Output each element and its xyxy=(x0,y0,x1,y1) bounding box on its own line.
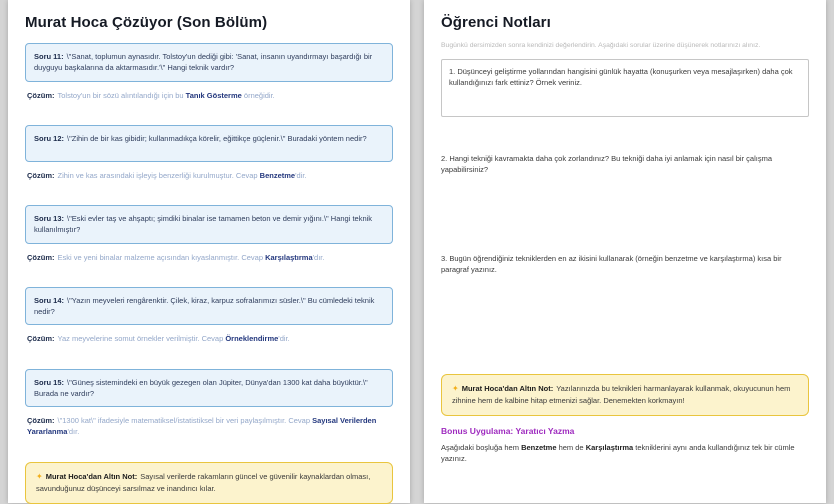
solution-answer: Benzetme xyxy=(259,170,296,180)
right-page-title: Öğrenci Notları xyxy=(441,14,551,31)
student-question-3: 3. Bugün öğrendiğiniz tekniklerden en az ikisini kullanarak (örneğin benzetme ve karşılaştırma) kısa bir paragraf yazınız. xyxy=(441,254,782,275)
solution-text-post: örneğidir. xyxy=(241,90,275,100)
solution-text-post: 'dir. xyxy=(278,334,290,344)
note-text: Sayısal verilerde rakamların güncel ve güvenilir kaynaklardan olması, savunduğunuz düşünceyi sarsılmaz ve inandırıcı kılar. xyxy=(36,471,371,493)
solution-line-15 xyxy=(25,415,393,438)
solution-label: Çözüm: xyxy=(27,416,55,425)
solution-line-11 xyxy=(25,90,393,101)
question-box-15 xyxy=(25,369,393,408)
page-subtitle: Bugünkü dersimizden sonra kendinizi değerlendirin. Aşağıdaki sorular üzerine düşünerek notlarınızı alınız. xyxy=(441,42,761,49)
golden-note-left xyxy=(25,462,393,504)
bonus-bold-benzetme: Benzetme xyxy=(521,442,557,452)
question-block-12 xyxy=(25,125,393,181)
note-label: Murat Hoca'dan Altın Not: xyxy=(45,471,138,481)
solution-text: Zihin ve kas arasındaki işleyiş benzerliği kurulmuştur. Cevap xyxy=(57,170,260,180)
solution-label: Çözüm: xyxy=(27,170,55,180)
solution-answer: Tanık Gösterme xyxy=(185,90,242,100)
question-box-12 xyxy=(25,125,393,162)
left-page-title: Murat Hoca Çözüyor (Son Bölüm) xyxy=(25,14,268,31)
solution-text-post: 'dir. xyxy=(295,170,307,180)
note-text: Yazılarınızda bu teknikleri harmanlayarak kullanmak, okuyucunun hem zihnine hem de kalbine hitap etmenizi sağlar. Denemekten korkmayın! xyxy=(452,383,791,405)
question-text: \"Güneş sistemindeki en büyük gezegen olan Jüpiter, Dünya'dan 1300 kat daha büyüktür.\" Burada ne vardır? xyxy=(34,377,368,398)
solution-label: Çözüm: xyxy=(27,334,55,344)
solution-answer: Örneklendirme xyxy=(225,334,279,344)
question-text: \"Eski evler taş ve ahşaptı; şimdiki binalar ise tamamen beton ve demir yığını.\" Hangi teknik kullanılmıştır? xyxy=(34,214,373,235)
solution-text: Yaz meyvelerine somut örnekler verilmiştir. Cevap xyxy=(57,334,226,344)
student-answer-box-1 xyxy=(441,59,809,117)
note-label: Murat Hoca'dan Altın Not: xyxy=(461,383,554,393)
solution-answer: Karşılaştırma xyxy=(265,252,313,262)
question-label: Soru 15: xyxy=(34,377,65,387)
question-label: Soru 11: xyxy=(34,52,64,61)
bonus-paragraph xyxy=(441,442,809,465)
question-block-13 xyxy=(25,205,393,263)
bonus-heading: Bonus Uygulama: Yaratıcı Yazma xyxy=(441,425,575,436)
question-block-11 xyxy=(25,43,393,101)
question-block-14 xyxy=(25,287,393,345)
question-box-11 xyxy=(25,43,393,82)
student-question-1: 1. Düşünceyi geliştirme yollarından hangisini günlük hayatta (konuşurken veya mesajlaşırken) daha çok kullandığınızı fark ettiniz? Örnek veriniz. xyxy=(449,66,793,87)
star-icon: ✦ xyxy=(452,383,459,393)
solution-text: \"1300 kat\" ifadesiyle matematiksel/istatistiksel bir veri paylaşılmıştır. Cevap xyxy=(57,416,313,425)
question-block-15 xyxy=(25,369,393,438)
question-text: \"Zihin de bir kas gibidir; kullanmadıkça körelir, eğittikçe güçlenir.\" Buradaki yöntem nedir? xyxy=(67,133,367,143)
bonus-text-mid: hem de xyxy=(556,442,586,452)
question-label: Soru 12: xyxy=(34,133,65,143)
solution-line-14 xyxy=(25,333,393,344)
solution-label: Çözüm: xyxy=(27,252,55,262)
solution-text-post: 'dır. xyxy=(67,427,80,437)
question-box-14 xyxy=(25,287,393,326)
solution-answer: Sayısal Verilerden Yararlanma xyxy=(27,416,377,437)
bonus-bold-karsilastirma: Karşılaştırma xyxy=(585,442,634,452)
question-label: Soru 14: xyxy=(34,295,65,305)
solution-text: Eski ve yeni binalar malzeme açısından kıyaslanmıştır. Cevap xyxy=(57,252,266,262)
question-text: \"Sanat, toplumun aynasıdır. Tolstoy'un dediği gibi: 'Sanat, insanın uyandırmayı başardığı bir duyguyu başkalarına da aktarmasıdır.'\" Hangi teknik vardır? xyxy=(34,52,373,73)
solution-text: Tolstoy'un bir sözü alıntılandığı için bu xyxy=(57,90,186,100)
solution-text-post: 'dır. xyxy=(312,252,325,262)
solution-label: Çözüm: xyxy=(27,90,55,100)
golden-note-right xyxy=(441,374,809,416)
solution-line-12 xyxy=(25,170,393,181)
question-text: \"Yazın meyveleri rengârenktir. Çilek, kiraz, karpuz sofralarımızı süsler.\" Bu cümledeki teknik nedir? xyxy=(34,295,375,316)
solution-line-13 xyxy=(25,252,393,263)
bonus-text-post: tekniklerini aynı anda kullandığınız tek bir cümle yazınız. xyxy=(441,442,795,463)
left-page xyxy=(8,0,410,503)
student-question-2: 2. Hangi tekniği kavramakta daha çok zorlandınız? Bu tekniği daha iyi anlamak için nasıl bir çalışma yapabilirsiniz? xyxy=(441,153,773,174)
question-label: Soru 13: xyxy=(34,214,65,223)
right-page xyxy=(424,0,826,503)
bonus-text-pre: Aşağıdaki boşluğa hem xyxy=(441,442,522,452)
question-box-13 xyxy=(25,205,393,244)
star-icon: ✦ xyxy=(36,471,43,481)
